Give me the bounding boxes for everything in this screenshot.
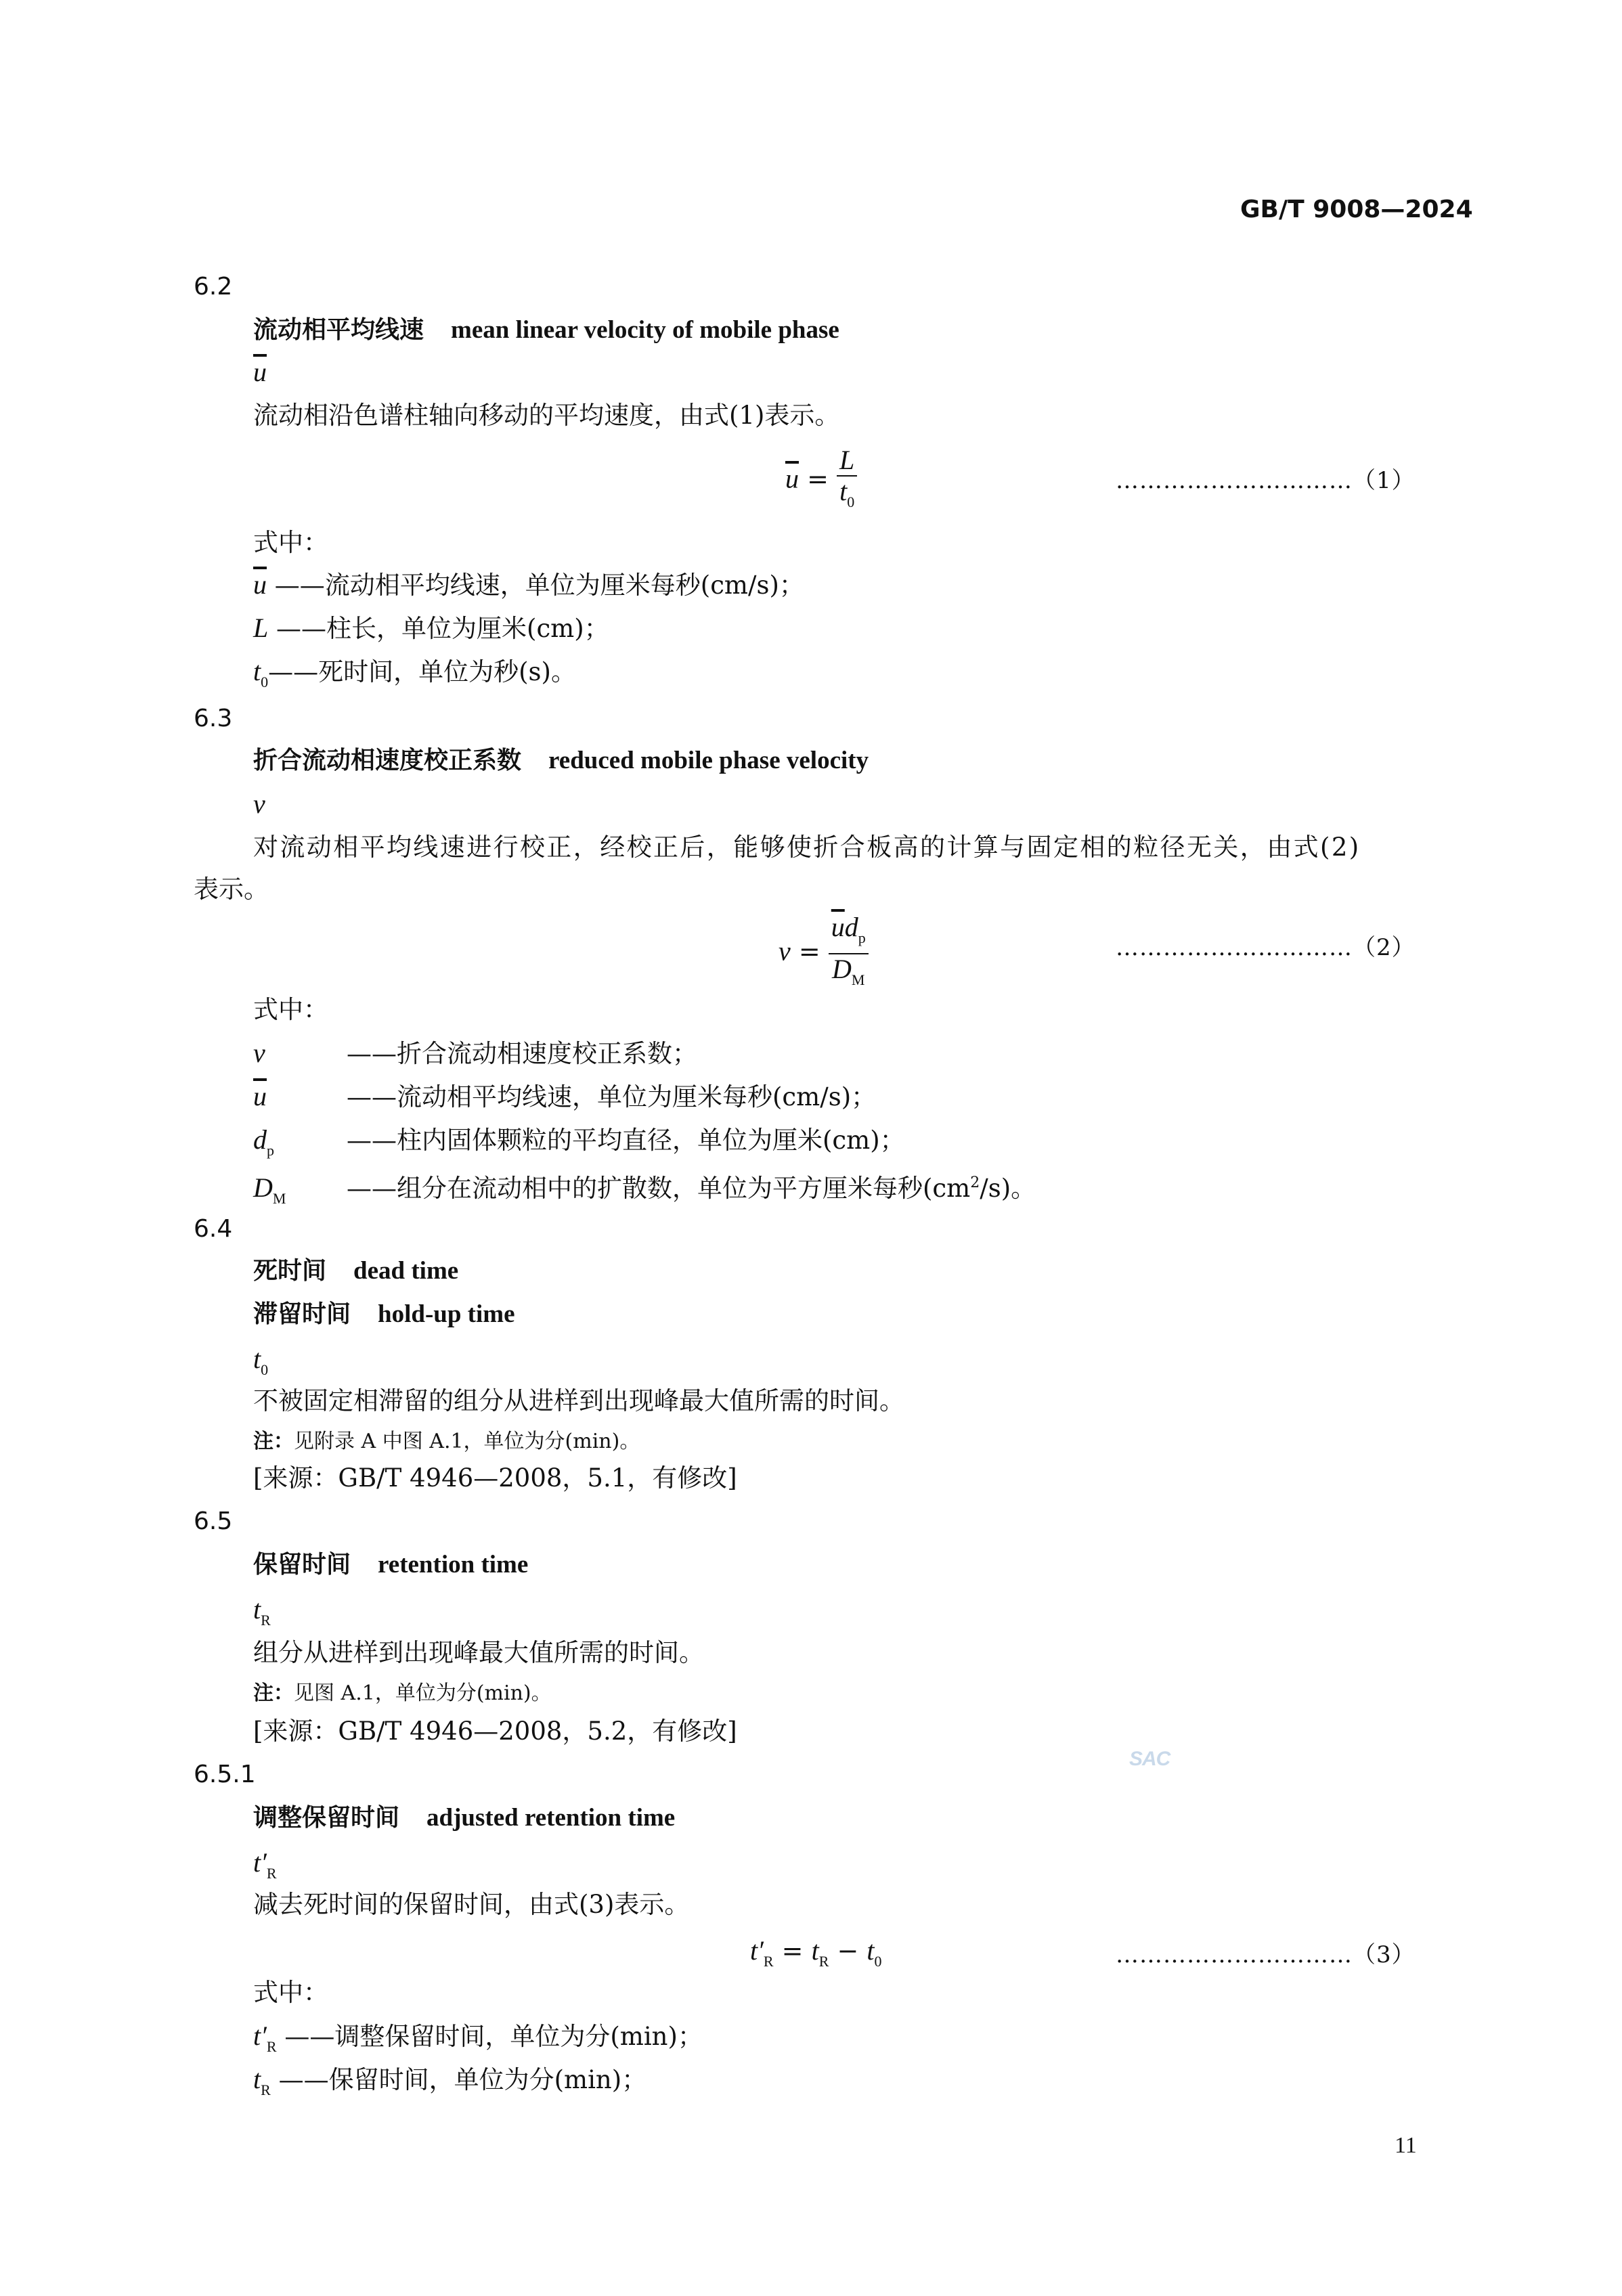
clause-number-6-2: 6.2	[194, 273, 233, 301]
clause-number-6-3: 6.3	[194, 705, 233, 732]
document-id: GB/T 9008—2024	[1240, 196, 1473, 223]
symbol-6-5-1: $t'_R$	[253, 1847, 277, 1882]
clause-number-6-5: 6.5	[194, 1507, 233, 1535]
definition-6-3-line2: 表示。	[194, 875, 269, 904]
var-tR: $t_R$ ——保留时间，单位为分(min)；	[253, 2064, 647, 2098]
equation-number-1: …………………………（1）	[1116, 467, 1416, 494]
term-en: mean linear velocity of mobile phase	[451, 316, 839, 344]
source-6-5: [来源：GB/T 4946—2008，5.2，有修改]	[253, 1717, 737, 1746]
var-t0: $t_0——$死时间，单位为秒(s)。	[253, 656, 576, 690]
definition-6-3-line1: 对流动相平均线速进行校正，经校正后，能够使折合板高的计算与固定相的粒径无关，由式(2)	[253, 833, 1361, 862]
page-number: 11	[1395, 2133, 1417, 2158]
term-6-5-1: 调整保留时间 adjusted retention time	[253, 1804, 676, 1832]
term-6-2	[253, 315, 839, 345]
var-DM: $D_M$ ——组分在流动相中的扩散数，单位为平方厘米每秒$(cm^2/s)$。	[253, 1172, 1036, 1207]
where-6-5-1: 式中：	[253, 1978, 328, 2007]
where-6-2: 式中：	[253, 528, 328, 557]
symbol-6-5: $t_R$	[253, 1594, 271, 1629]
equation-2: v = $\frac{\overline{u}d_p}{D_M}$	[779, 912, 869, 995]
equation-number-3: …………………………（3）	[1116, 1941, 1416, 1968]
term-cn: 折合流动相速度校正系数	[253, 747, 522, 774]
definition-6-4: 不被固定相滞留的组分从进样到出现峰最大值所需的时间。	[253, 1386, 904, 1415]
term-en: reduced mobile phase velocity	[548, 747, 869, 774]
var-u-6-3: $\overline{u}$ ——流动相平均线速，单位为厘米每秒(cm/s)；	[253, 1081, 877, 1111]
term-6-4-hold-up-time: 滞留时间 hold-up time	[253, 1300, 515, 1328]
term-cn: 流动相平均线速	[253, 316, 424, 344]
note-6-4: 注：见附录 A 中图 A.1，单位为分(min)。	[253, 1430, 640, 1453]
term-6-4-dead-time: 死时间 dead time	[253, 1257, 459, 1285]
equation-3: $t'_R = t_R - t_0$	[750, 1935, 882, 1970]
sac-watermark: SAC	[1129, 1748, 1170, 1770]
var-t-prime-R: $t'_R$ ——调整保留时间，单位为分(min)；	[253, 2021, 703, 2055]
where-6-3: 式中：	[253, 995, 328, 1024]
term-6-3	[253, 746, 869, 776]
equation-1: $\overline{u}$ = $\frac{L}{t_0}$	[785, 445, 857, 517]
definition-6-5: 组分从进样到出现峰最大值所需的时间。	[253, 1638, 704, 1667]
clause-number-6-5-1: 6.5.1	[194, 1761, 256, 1788]
symbol-6-3: v	[253, 789, 265, 819]
term-6-5: 保留时间 retention time	[253, 1551, 529, 1578]
var-v: v ——折合流动相速度校正系数；	[253, 1038, 697, 1068]
definition-6-2: 流动相沿色谱柱轴向移动的平均速度，由式(1)表示。	[253, 401, 840, 430]
note-6-5: 注：见图 A.1，单位为分(min)。	[253, 1681, 552, 1705]
clause-number-6-4: 6.4	[194, 1215, 233, 1243]
definition-6-5-1: 减去死时间的保留时间，由式(3)表示。	[253, 1890, 690, 1919]
source-6-4: [来源：GB/T 4946—2008，5.1，有修改]	[253, 1463, 737, 1493]
var-u-6-2: $\overline{u}$ ——流动相平均线速，单位为厘米每秒(cm/s)；	[253, 569, 804, 600]
equation-number-2: …………………………（2）	[1116, 934, 1416, 961]
symbol-6-2: $\overline{u}$	[253, 357, 267, 387]
symbol-6-4: $t_0$	[253, 1344, 269, 1378]
var-dp: $d_p$ ——柱内固体颗粒的平均直径，单位为厘米(cm)；	[253, 1124, 905, 1159]
var-L: L ——柱长，单位为厘米(cm)；	[253, 613, 609, 643]
